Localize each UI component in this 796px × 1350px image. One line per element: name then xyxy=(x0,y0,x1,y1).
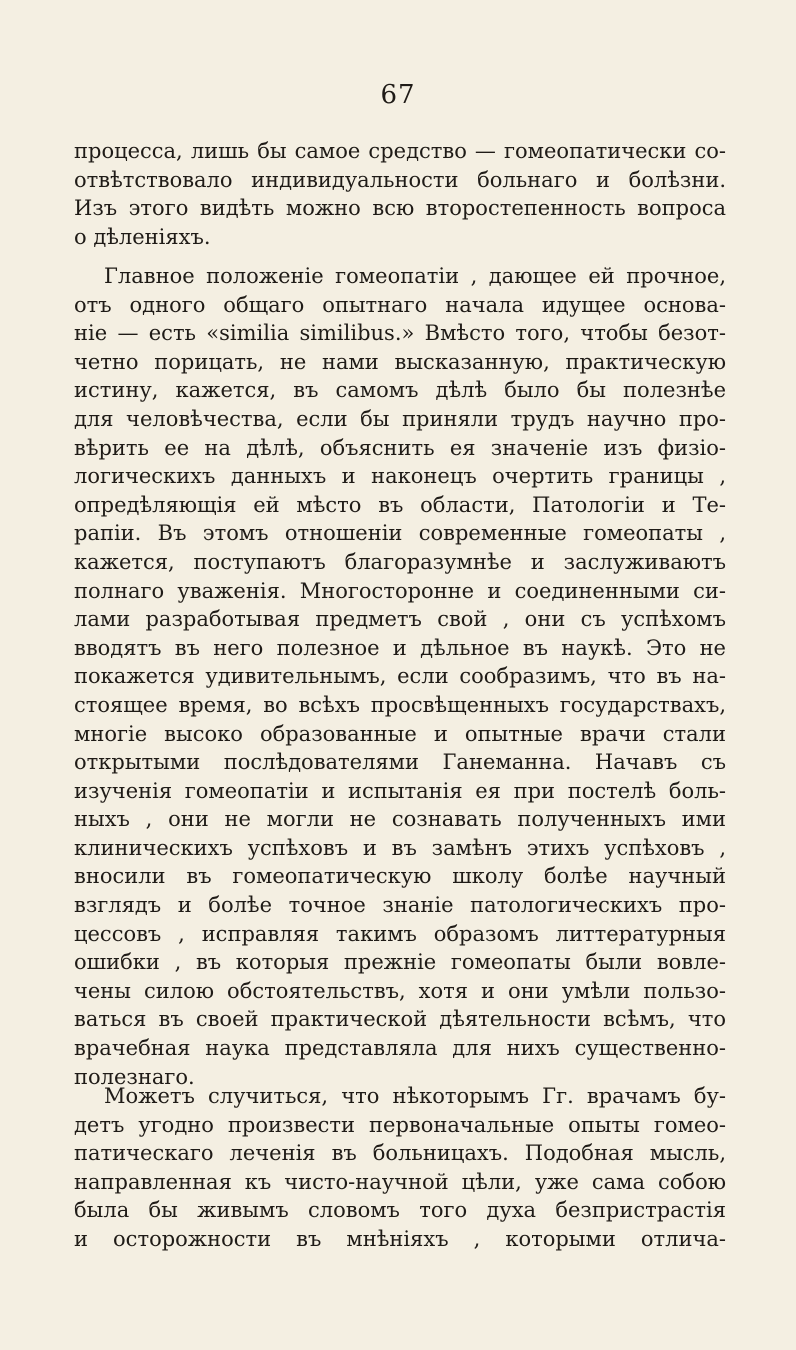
text-line: Изъ этого видѣть можно всю второстепенность вопроса xyxy=(74,196,726,221)
text-line: кажется, поступаютъ благоразумнѣе и заслуживаютъ xyxy=(74,549,726,574)
text-line: цессовъ , исправляя такимъ образомъ литтературныя xyxy=(74,921,726,946)
text-line: патическаго леченiя въ больницахъ. Подобная мысль, xyxy=(74,1141,726,1166)
text-line: многiе высоко образованные и опытные врачи стали xyxy=(74,721,726,746)
text-line: рапiи. Въ этомъ отношенiи современные гомеопаты , xyxy=(74,521,726,546)
text-line: Главное положенiе гомеопатiи , дающее ей прочное, xyxy=(104,264,726,288)
text-line: и осторожности въ мнѣнiяхъ , которыми отлича- xyxy=(74,1226,726,1251)
text-line: вѣрить ее на дѣлѣ, объяснить ея значенiе изъ физiо- xyxy=(74,435,726,460)
text-line: ваться въ своей практической дѣятельности всѣмъ, что xyxy=(74,1007,726,1032)
text-line: была бы живымъ словомъ того духа безпристрастiя xyxy=(74,1198,726,1223)
text-line: лами разработывая предметъ свой , они съ успѣхомъ xyxy=(74,607,726,632)
page-number: 67 xyxy=(380,80,416,110)
paragraph-2 xyxy=(74,262,726,1091)
text-line: вносили въ гомеопатическую школу болѣе научный xyxy=(74,864,726,889)
text-line: истину, кажется, въ самомъ дѣлѣ было бы полезнѣе xyxy=(74,378,726,403)
text-line: четно порицать, не нами высказанную, практическую xyxy=(74,349,726,374)
text-line: для человѣчества, если бы приняли трудъ научно про- xyxy=(74,406,726,431)
text-line: полнаго уваженiя. Многосторонне и соединенными си- xyxy=(74,578,726,603)
text-line: логическихъ данныхъ и наконецъ очертить границы , xyxy=(74,464,726,489)
text-line: направленная къ чисто-научной цѣли, уже сама собою xyxy=(74,1169,726,1194)
text-line: стоящее время, во всѣхъ просвѣщенныхъ государствахъ, xyxy=(74,692,726,717)
text-line: о дѣленiяхъ. xyxy=(74,224,211,249)
text-line: отвѣтствовало индивидуальности больнаго и болѣзни. xyxy=(74,167,726,192)
text-line: клиническихъ успѣховъ и въ замѣнъ этихъ успѣховъ , xyxy=(74,835,726,860)
text-line: врачебная наука представляла для нихъ существенно- xyxy=(74,1036,726,1061)
text-line: нiе — есть «similia similibus.» Вмѣсто того, чтобы безот- xyxy=(74,321,726,346)
text-line: процесса, лишь бы самое средство — гомеопатически со- xyxy=(74,139,726,163)
text-line: покажется удивительнымъ, если сообразимъ, что въ на- xyxy=(74,664,726,689)
text-line: детъ угодно произвести первоначальные опыты гомео- xyxy=(74,1112,726,1137)
paragraph-3 xyxy=(74,1082,726,1254)
text-line: полезнаго. xyxy=(74,1064,195,1089)
text-line: ныхъ , они не могли не сознавать полученныхъ ими xyxy=(74,807,726,832)
text-line: изученiя гомеопатiи и испытанiя ея при постелѣ боль- xyxy=(74,778,726,803)
text-line: отъ одного общаго опытнаго начала идущее основа- xyxy=(74,292,726,317)
text-line: вводятъ въ него полезное и дѣльное въ наукѣ. Это не xyxy=(74,635,726,660)
text-line: ошибки , въ которыя прежнiе гомеопаты были вовле- xyxy=(74,950,726,975)
text-line: Можетъ случиться, что нѣкоторымъ Гг. врачамъ бу- xyxy=(104,1084,726,1108)
paragraph-1 xyxy=(74,137,726,251)
text-line: опредѣляющiя ей мѣсто въ области, Патологiи и Те- xyxy=(74,492,726,517)
text-line: взглядъ и болѣе точное знанiе патологическихъ про- xyxy=(74,893,726,918)
text-line: чены силою обстоятельствъ, хотя и они умѣли пользо- xyxy=(74,978,726,1003)
text-line: открытыми послѣдователями Ганеманна. Начавъ съ xyxy=(74,750,726,775)
